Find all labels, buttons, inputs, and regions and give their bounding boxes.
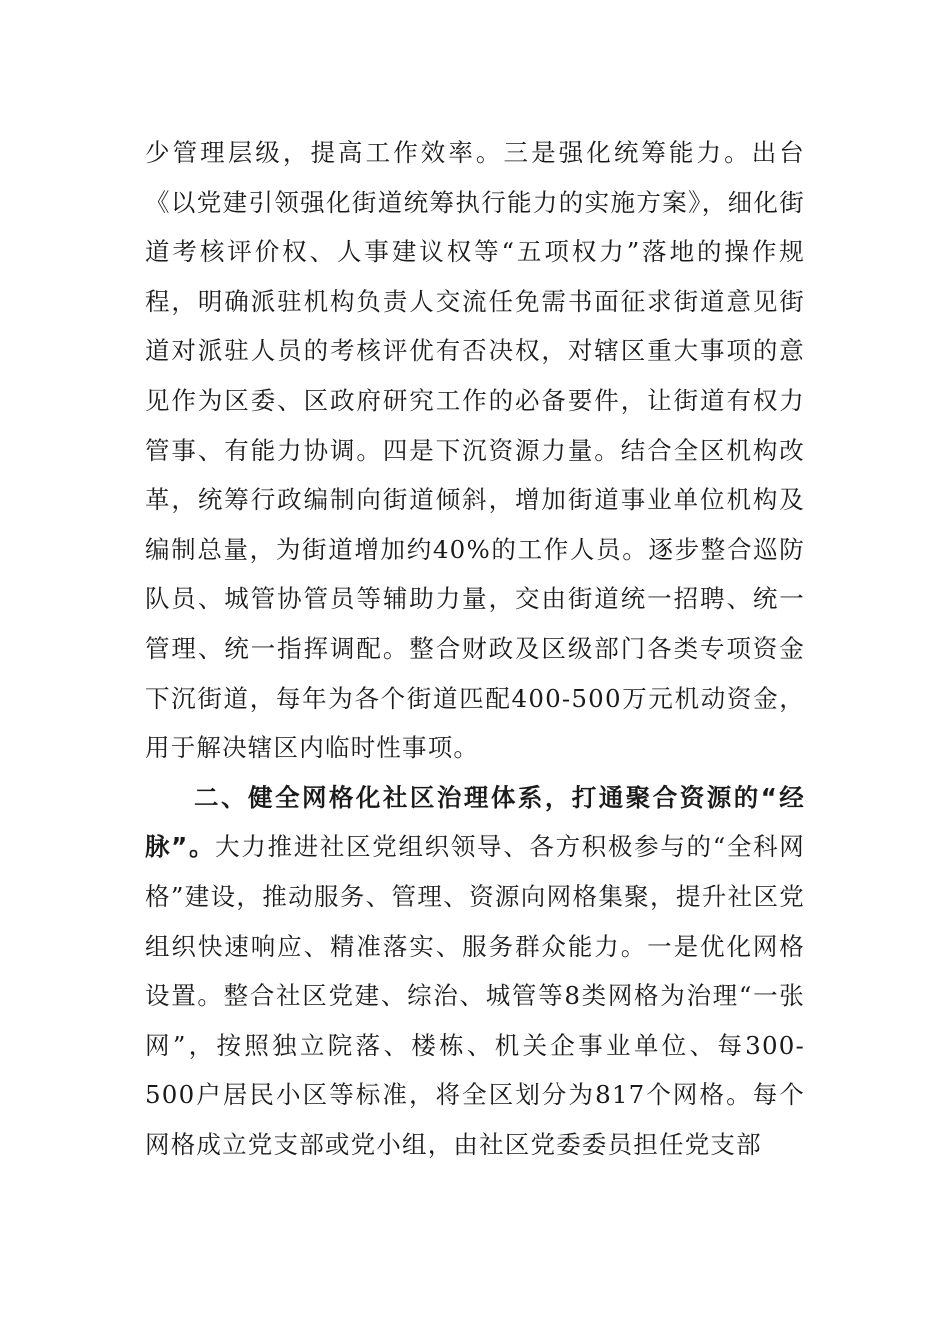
body-paragraph-2 <box>145 773 805 1170</box>
document-page <box>145 128 805 1169</box>
body-paragraph-1: 少管理层级，提高工作效率。三是强化统筹能力。出台《以党建引领强化街道统筹执行能力的实施方案》，细化街道考核评价权、人事建议权等“五项权力”落地的操作规程，明确派驻机构负责人交流任免需书面征求街道意见街道对派驻人员的考核评优有否决权，对辖区重大事项的意见作为区委、区政府研究工作的必备要件，让街道有权力管事、有能力协调。四是下沉资源力量。结合全区机构改革，统筹行政编制向街道倾斜，增加街道事业单位机构及编制总量，为街道增加约40%的工作人员。逐步整合巡防队员、城管协管员等辅助力量，交由街道统一招聘、统一管理、统一指挥调配。整合财政及区级部门各类专项资金下沉街道，每年为各个街道匹配400-500万元机动资金，用于解决辖区内临时性事项。 <box>145 138 805 763</box>
section-body-text: 大力推进社区党组织领导、各方积极参与的“全科网格”建设，推动服务、管理、资源向网格集聚，提升社区党组织快速响应、精准落实、服务群众能力。一是优化网格设置。整合社区党建、综治、城管等8类网格为治理“一张网”，按照独立院落、楼栋、机关企事业单位、每300-500户居民小区等标准，将全区划分为817个网格。每个网格成立党支部或党小组，由社区党委委员担任党支部 <box>145 832 806 1159</box>
section-heading: 二、健全网格化社区治理体系，打通聚合资源的“经脉”。 <box>145 782 805 862</box>
